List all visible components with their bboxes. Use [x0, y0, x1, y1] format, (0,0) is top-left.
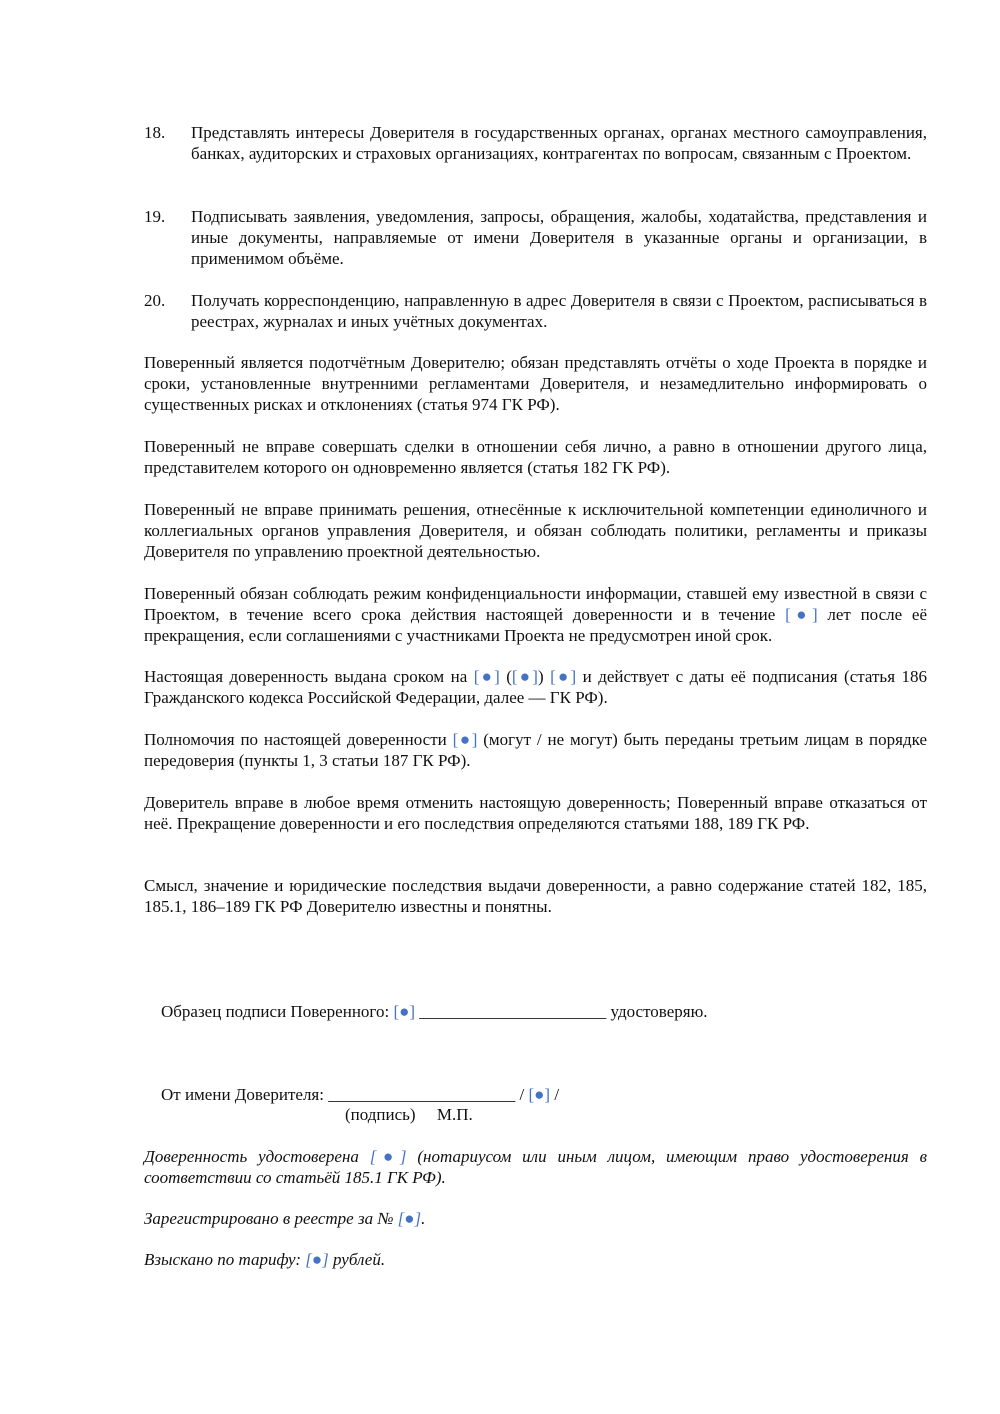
list-item-text: Получать корреспонденцию, направленную в адрес Доверителя в связи с Проектом, расписываться в реестрах, журналах и иных учётных документах. [191, 291, 927, 331]
text-segment: / [550, 1085, 560, 1104]
signature-caption: (подпись) М.П. [345, 1105, 473, 1124]
fee-line [144, 1249, 927, 1270]
signature-sample-label: Образец подписи Поверенного: [161, 1002, 394, 1021]
paragraph-competence: Поверенный не вправе принимать решения, отнесённые к исключительной компетенции единоличного и коллегиальных органов управления Доверителя, и обязан соблюдать политики, регламенты и приказы Доверителя по управлению проектной деятельностью. [144, 500, 927, 561]
paragraph-confidentiality [144, 583, 927, 646]
paragraph-self-dealing: Поверенный не вправе совершать сделки в отношении себя лично, а равно в отношении другого лица, представителем которого он одновременно является (статья 182 ГК РФ). [144, 437, 927, 477]
signature-sample-suffix: удостоверяю. [610, 1002, 708, 1021]
paragraph-term [144, 666, 927, 708]
text-segment: Полномочия по настоящей доверенности [144, 730, 453, 749]
text-segment: ( [499, 667, 512, 686]
list-item [144, 122, 927, 164]
list-item-number: 18. [144, 123, 166, 142]
list-item-text: Подписывать заявления, уведомления, запросы, обращения, жалобы, ходатайства, представления и иные документы, направляемые от имени Доверителя в указанные органы и организации, в применимом объёме. [191, 207, 927, 268]
list-item-number: 20. [144, 291, 166, 310]
principal-label: От имени Доверителя: [161, 1085, 329, 1104]
text-segment: Зарегистрировано в реестре за № [144, 1209, 398, 1228]
list-item [144, 206, 927, 269]
placeholder-marker: [●] [473, 667, 500, 686]
text-segment: Взыскано по тарифу: [144, 1250, 306, 1269]
signature-sample-line [144, 980, 708, 1043]
paragraph-accountability: Поверенный является подотчётным Доверителю; обязан представлять отчёты о ходе Проекта в порядке и сроки, установленные внутренними регламентами Доверителя, и незамедлительно информировать о существенных рисках и отклонениях (статья 974 ГК РФ). [144, 353, 927, 414]
text-segment: (нотариусом или иным лицом, имеющим право удостоверения в соответствии со статьёй 185.1 ГК РФ). [144, 1147, 927, 1187]
paragraph-acknowledgement: Смысл, значение и юридические последствия выдачи доверенности, а равно содержание статей 182, 185, 185.1, 186–189 ГК РФ Доверителю известны и понятны. [144, 876, 927, 916]
placeholder-marker: [●] [550, 667, 577, 686]
placeholder-marker: [●] [528, 1085, 551, 1104]
text-segment: Поверенный обязан соблюдать режим конфиденциальности информации, ставшей ему известной в связи с Проектом, в течение всего срока действия настоящей доверенности и в течение [144, 584, 927, 624]
registry-entry [144, 1208, 927, 1229]
list-item-text: Представлять интересы Доверителя в государственных органах, органах местного самоуправления, банках, аудиторских и страховых организациях, контрагентах по вопросам, связанным с Проектом. [191, 123, 927, 163]
text-segment: Настоящая доверенность выдана сроком на [144, 667, 474, 686]
text-segment: и действует с даты её подписания (статья 186 Гражданского кодекса Российской Федерации, далее — ГК РФ). [144, 667, 927, 707]
text-segment: / [515, 1085, 529, 1104]
placeholder-marker: [●] [393, 1002, 416, 1021]
paragraph-revocation: Доверитель вправе в любое время отменить настоящую доверенность; Поверенный вправе отказаться от неё. Прекращение доверенности и его последствия определяются статьями 188, 189 ГК РФ. [144, 793, 927, 833]
text-segment: лет после её прекращения, если соглашениями с участниками Проекта не предусмотрен иной срок. [144, 605, 927, 645]
placeholder-marker: [●] [305, 1250, 329, 1269]
list-item-number: 19. [144, 207, 166, 226]
text-segment: . [421, 1209, 426, 1228]
text-segment: Доверенность удостоверена [144, 1147, 370, 1166]
text-segment: рублей. [328, 1250, 386, 1269]
placeholder-marker: [●] [397, 1209, 422, 1228]
notary-certification [144, 1146, 927, 1188]
paragraph-substitution [144, 729, 927, 771]
list-item [144, 290, 927, 332]
placeholder-marker: [●] [452, 730, 478, 749]
placeholder-marker: [●] [785, 605, 818, 624]
placeholder-marker: [●] [511, 667, 538, 686]
placeholder-marker: [●] [369, 1147, 407, 1166]
text-segment: (могут / не могут) быть переданы третьим лицам в порядке передоверия (пункты 1, 3 статьи 187 ГК РФ). [144, 730, 927, 770]
text-segment: ) [537, 667, 551, 686]
signature-blank: ______________________ [415, 1002, 611, 1021]
signature-blank: ______________________ [328, 1085, 516, 1104]
